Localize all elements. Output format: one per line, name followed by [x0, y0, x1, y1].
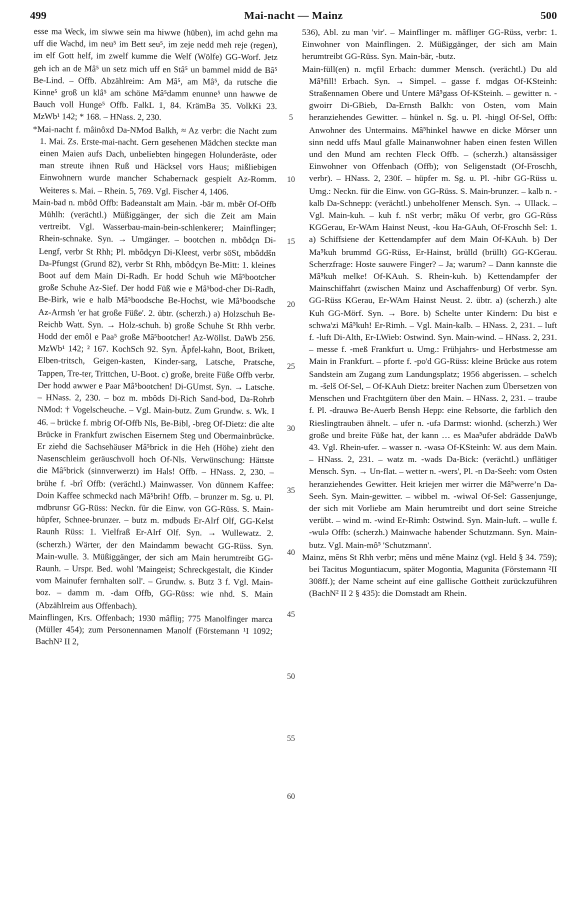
line-number: 60 — [287, 792, 295, 801]
entry-paragraph: 536), Abl. zu man 'vir'. – Mainflinger m. mâfliŋer GG-Rüss, verbr: 1. Einwohner von Mainflingen. 2. Müßiggänger, der sich am Main herumtreibt GG-Rüss. Syn. Main-bär, -butz. — [302, 27, 557, 62]
line-number: 25 — [287, 362, 295, 371]
entry-paragraph: esse ma Weck, im siwwe sein ma hiwwe (hüben), im achd gehn ma uff die Wachd, im neu⁵ im Bett seu⁵, im zeje nedd meh reje (regen), im elf Gott helf, im zwelf kumme die Welf (Wölfe) GG-Worf. Jetz geh ich an de Mâ⁵ un setz mich uff en Stâ⁵ un bammel midd de Bâ⁵ Be-Lind. – Offb. Abzählreim: Am Mâ⁵, am Mâ⁵, da rutsche die Kinne⁵ groß un klâ⁵ am schöne Mâ⁵damm enunne⁵ unn hawwe de Bauch voll Hunge⁵ Offb. FalkL 1, 84. KrämBa 35. VolkKi 23. MzWb¹ 142; * 168. – HNass. 2, 230. — [32, 25, 278, 123]
entry-mainz: Mainz, mēns St Rhh verbr; mēns und mēne Mainz (vgl. Held § 34. 759); bei Tacitus Moguntiacum, später Mogontia, Magunita (Förstemann ²II 308ff.); der Name scheint auf eine gallische Gottheit zurückzuführen (BachN² II 2 § 435): die Domstadt am Rhein. — [302, 551, 557, 599]
entry-mai-nacht: *Mai-nacht f. mâinôxd Da-NMod Balkh, ≈ Az verbr: die Nacht zum 1. Mai. Zs. Erste-mai-nacht. Gern gesehenen Mädchen steckte man einen Maien aufs Dach, unbeliebten hingegen Holunderäste, oder man streute ihnen Ruß und Häcksel vors Haus; mißliebigen Einwohnern wurde mancher Schabernack gespielt Az-Romm. Weiteres s. Mai. – Rhein. 5, 769. Vgl. Fischer 4, 1406. — [32, 123, 277, 197]
line-number: 30 — [287, 424, 295, 433]
entry-mainflingen: Mainflingen, Krs. Offenbach; 1930 mâfliŋ; 775 Manolfinger marca (Müller 454); zum Personennamen Manolf (Förstemann ¹I 1092; BachN² II 2, — [28, 611, 273, 647]
page-number-left: 499 — [30, 10, 47, 22]
entry-main-fuellen: Main-füll(en) n. mçfil Erbach: dummer Mensch. (verächtl.) Du ald Mâ⁵fill! Erbach. Syn. → Simpel. – gasse f. mdgas Of-KSteinh: Straßennamen Obere und Untere Mâ⁵gass Of-KSteinh. – gewitter n. -gwoirr Di-GBieb, Da-Ernsth Balkh: von Osten, vom Main heranziehendes Gewitter. – hünkel n. Sg. u. Pl. -hiŋgl Of-Sel, Offb: Anwohner des Untermains. Mâ⁵hinkel hawwe en dicke Mörser unn sinn nedd uffs Maul gfalle Mainanwohner haben einen festen Willen und den Mund am rechten Fleck Offb. – (scherzh.) altansässiger Einwohner von Offenbach (Offb); von Seligenstadt (Of-Froschh, verbr). – HNass. 2, 230f. – hüpfer m. Sg. u. Pl. -hibr GG-Rüss u. Umg.: Neckn. für die Einw. von GG-Rüss. S. Main-brunzer. – kalb n. -kalb Da-Schnepp: (verächtl.) unbeholfener Mensch. Syn. → Ullack. – Vgl. Main-kuh. – kuh f. nSt verbr; mâku Of verbr, gro GG-Rüss KGGerau, Er-WAm Hainst Neust, -kou Ha-GAuh, Of-Froschh Sel: 1. a) Schiffsiene der Kettendampfer auf dem Main Of-KAuh. b) Der Ma⁵kuh brummd GG-Rüss, Er-Hainst, brülld (brüllt) GG-KGerau. Scherzfrage: Hoste sauwere Finger? – Ja; warum? – Dann kannste die Mâ⁵kuh melke! Of-KAuh. S. Rhein-kuh. b) Kettendampfer der Mainschiffahrt (zwischen Mainz und Aschaffenburg) Of verbr. Syn. GG-Rüss KGerau, Er-WAm Hainst Neust. 2. übtr. a) (scherzh.) alte Kuh GG-Mörf. Syn. → Bore. b) Schelte unter Kindern: Du bist e schwa'zi Mâ⁵kuh! Er-Rimh. – Vgl. Main-kalb. – HNass. 2, 231. – luft f. -luft Di-Alth, Er-LWieb: Ostwind. Syn. Main-wind. – HNass. 2, 231. – messe f. -meß Frankfurt u. Umg.: Frühjahrs- und Herbstmesse am Main in Frankfurt. – pforte f. -po'd GG-Rüss: kleine Brücke aus rotem Sandstein am Zugang zum Landungsplatz; 1956 abgerissen. – schelch m. -šelš Of-Sel, – Of-KAuh Dietz: breiter Nachen zum Übersetzen von Menschen und Frachtgütern über den Main. – HNass. 2, 231. – traube f. Pl. -drauwə Be-Auerb Bensh Hepp: eine Rebsorte, die farblich den Rieslingtrauben ähnelt. – ufer n. -ufə Darmst: wionhd. (scherzh.) Wer große und breite Füße hat, der kann … es Maa⁵ufer abdrädde DaWb 43. Vgl. Rhein-ufer. – wasser n. -wasə Of-KSteinh: W. aus dem Main. – HNass. 2, 231. – watz m. -wads Da-Bick: (verächtl.) unflätiger Mensch. Syn. → Un-flat. – wetter n. -wers', Pl. -n Da-Seeh: vom Osten heranziehendes Gewitter. Heit kriejen mer wirrer die Mâ⁵werre’n Da-Seeh. Syn. Main-gewitter. – wibbel m. -wiwəl Of-Sel: Gassenjunge, der sich mit Vorliebe am Main herumtreibt und dort seine Streiche verübt. – wind m. -wind Er-Rimh: Ostwind. Syn. Main-luft. – wulle f. -wulə Offb: (scherzh.) Mainwache habender Schutzmann. Syn. Main-butz. Vgl. Main-mô⁵ 'Schutzmann'. — [302, 63, 557, 550]
right-column — [302, 26, 557, 896]
entry-main-bad: Main-bad n. mbôd Offb: Badeanstalt am Main. -bär m. mbêr Of-Offb Mühlh: (verächtl.) Müßiggänger, der sich die Zeit am Main vertreibt. Vgl. Wasserbau-main-bein-schlenkerer; Mainflinger; Rhein-schnake. Syn. → Umgänger. – bootchen n. mbôdçn Di-Lengf, verbr St Rhh; Pl. mbôdçyn Di-Kleest, verbr söSt, mbôddšn Da-Pfungst (Grund 82), verbr St Rhh, mbôdçyn Be-Mitt: 1. kleines Boot auf dem Main Di-Radh. Er hodd Schuh wie Mâ⁵bootcher große Schuhe Az-Sief. Der hodd Füß wie e Mâ⁵bod-cher Di-Radh, Be-Birk, wie e halb Mâ⁵boodsche Be-Hochst, wie Mâ⁵boodsche Az-Armsh 'er hat große Füße'. 2. übtr. (scherzh.) a) Holzschuh Be-Reichb Watt. Syn. → Holz-schuh. b) große Schuhe St Rhh verbr. Hodd der emôl e Paa⁵ große Mâ⁵bootcher! Az-Wöllst. DaWb 256. MzWb¹ 142; ² 167. KochSch 92. Syn. Äpfel-kahn, Boot, Brikett, Elben-tritsch, Geigen-kasten, Kinder-sarg, Latsche, Pratsche, Tappen, Tre-ter, Trittchen, U-Boot. c) große, breite Füße Offb verbr. Der hodd awwer e Paar Mâ⁵bootchen! Di-GUmst. Syn. → Latsche. – HNass. 2, 230. – boz m. mbôds Di-Rich Sand-bod, Da-Rohrb NMod: † Vogelscheuche. – Vgl. Main-butz. Zum Grundw. s. Wk. I 46. – brücke f. mbrig Of-Offb Nls, Be-Bibl, -breg Of-Dietz: die alte Brücke in Frankfurt zwischen Eisernem Steg und Obermainbrücke. Er ziehd die Sachsehäuser Mâ⁵brick in die Heh (Höhe) zieht den Nasenschleim geräuschvoll hoch Of-Nls. Verwünschung: Hättste die Mâ⁵brick (sinnverwerzt) im Hals! Offb. – HNass. 2, 230. – brühe f. -brî Offb: (verächtl.) Mainwasser. Von dünnem Kaffee: Doin Kaffee schmeckd nach Mâ⁵brih! Offb. – brunzer m. Sg. u. Pl. mdbrunsr GG-Rüss: Neckn. für die Einw. von GG-Rüss. S. Main-hüpfer, Schnee-brunzer. – butz m. mdbuds Er-Alrf Olf, GG-Kelst Raunh Rüss: 1. Vielfraß Er-Alrf Olf. Syn. → Wullewatz. 2. (scherzh.) Wärter, der den Maindamm bewacht GG-Rüss. Syn. Main-wulle. 3. Müßiggänger, der sich am Main herumtreibt GG-Raunh. – Urspr. Bed. wohl 'Maingeist; Schreckgestalt, die Kinder vom Mainufer fernhalten soll'. – Grundw. s. Butz 3 f. Vgl. Main-boz. – damm m. -dam Offb, GG-Rüss: wie nhd. S. Main (Abzählreim aus Offenbach). — [32, 196, 277, 611]
line-number: 35 — [287, 486, 295, 495]
line-number: 40 — [287, 548, 295, 557]
line-number: 55 — [287, 734, 295, 743]
running-header — [0, 10, 587, 26]
line-number: 20 — [287, 300, 295, 309]
line-number: 15 — [287, 237, 295, 246]
left-column — [26, 25, 278, 897]
page-number-right: 500 — [540, 10, 557, 22]
line-number: 10 — [287, 175, 295, 184]
page-title: Mai-nacht — Mainz — [244, 10, 343, 22]
line-number: 45 — [287, 610, 295, 619]
line-number: 50 — [287, 672, 295, 681]
line-number: 5 — [289, 113, 293, 122]
